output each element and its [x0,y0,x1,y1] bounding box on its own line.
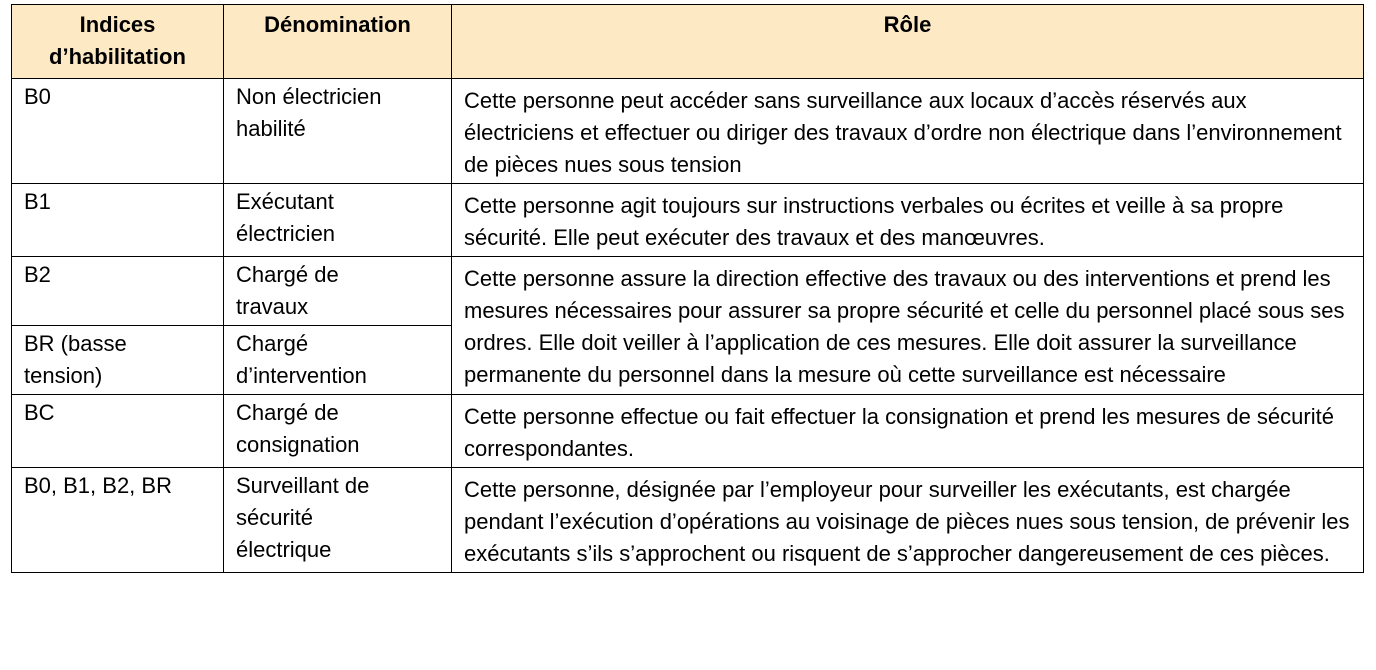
indice-cell: B2 [12,257,224,326]
indice-cell: B0 [12,79,224,184]
role-cell: Cette personne agit toujours sur instructions verbales ou écrites et veille à sa propre sécurité. Elle peut exécuter des travaux et des manœuvres. [452,184,1364,257]
table-row [12,257,1364,326]
indice-cell: B0, B1, B2, BR [12,468,224,573]
denomination-cell: Non électricien habilité [224,79,452,184]
denomination-cell: Chargé d’intervention [224,326,452,395]
indice-cell: BR (basse tension) [12,326,224,395]
role-cell: Cette personne assure la direction effective des travaux ou des interventions et prend les mesures nécessaires pour assurer sa propre sécurité et celle du personnel placé sous ses ordres. Elle doit veiller à l’application de ces mesures. Elle doit assurer la surveillance permanente du personnel dans la mesure où cette surveillance est nécessaire [452,257,1364,395]
denomination-cell: Chargé de travaux [224,257,452,326]
habilitation-table [11,4,1364,573]
role-cell: Cette personne, désignée par l’employeur pour surveiller les exécutants, est chargée pendant l’exécution d’opérations au voisinage de pièces nues sous tension, de prévenir les exécutants s’ils s’approchent ou risquent de s’approcher dangereusement de ces pièces. [452,468,1364,573]
table-row [12,468,1364,573]
denomination-cell: Exécutant électricien [224,184,452,257]
header-role: Rôle [452,5,1364,79]
header-indices: Indices d’habilitation [12,5,224,79]
denomination-cell: Chargé de consignation [224,395,452,468]
denomination-cell: Surveillant de sécurité électrique [224,468,452,573]
role-cell: Cette personne peut accéder sans surveillance aux locaux d’accès réservés aux électriciens et effectuer ou diriger des travaux d’ordre non électrique dans l’environnement de pièces nues sous tension [452,79,1364,184]
table-row [12,184,1364,257]
table-row [12,395,1364,468]
role-cell: Cette personne effectue ou fait effectuer la consignation et prend les mesures de sécurité correspondantes. [452,395,1364,468]
indice-cell: BC [12,395,224,468]
header-denomination: Dénomination [224,5,452,79]
table-row [12,79,1364,184]
indice-cell: B1 [12,184,224,257]
header-row [12,5,1364,79]
